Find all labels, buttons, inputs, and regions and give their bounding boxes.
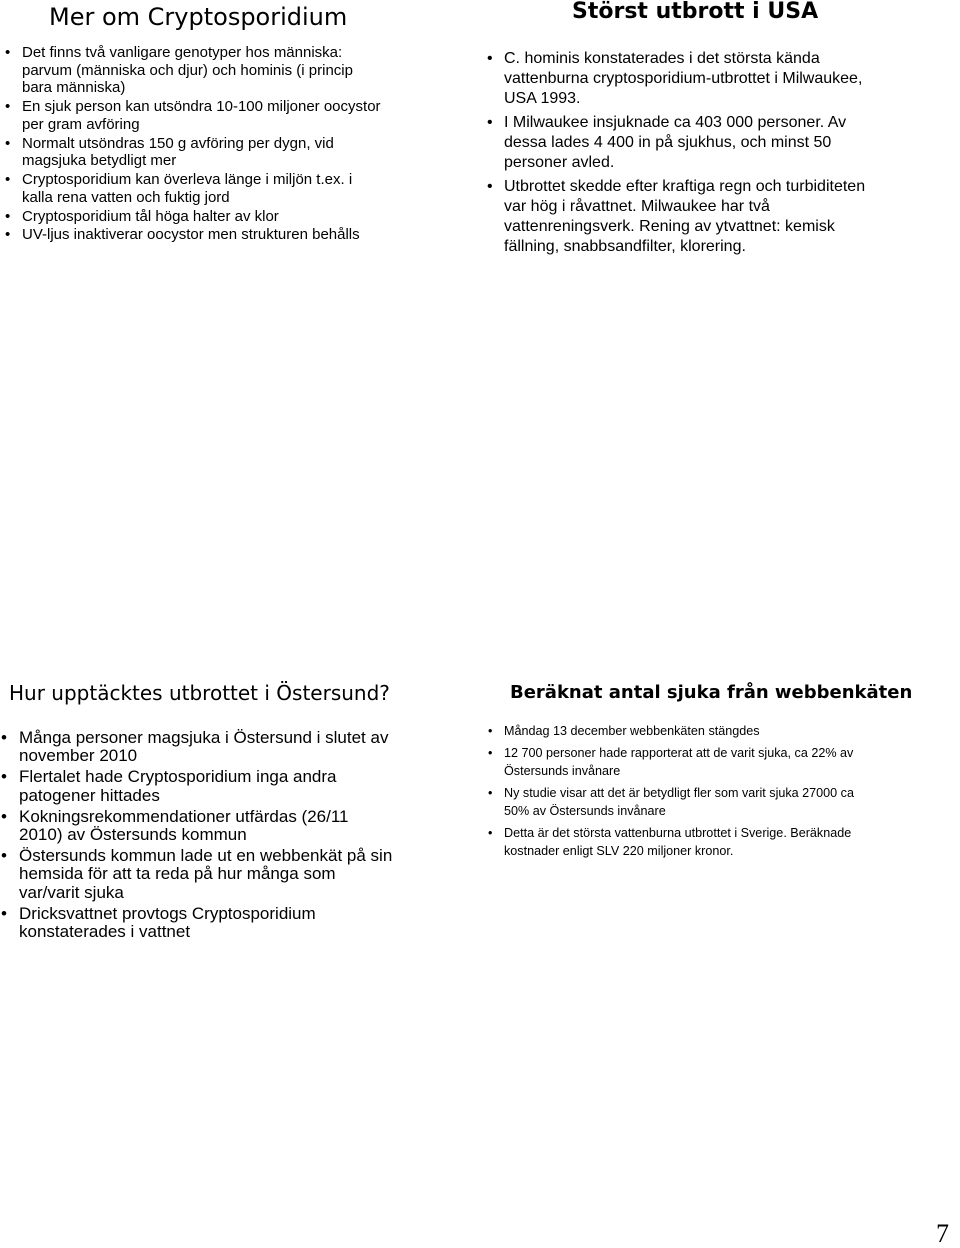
bullet-item: • Det finns två vanligare genotyper hos människa: parvum (människa och djur) och hominis (i princip bara människa) [22, 44, 382, 97]
bullet-item: • Utbrottet skedde efter kraftiga regn och turbiditeten var hög i råvattnet. Milwaukee har två vattenreningsverk. Rening av ytvattnet: kemisk fällning, snabbsandfilter, klorering. [504, 177, 879, 257]
bullet-item: • Normalt utsöndras 150 g avföring per dygn, vid magsjuka betydligt mer [22, 135, 382, 170]
slide-title: Störst utbrott i USA [572, 0, 819, 24]
bullet-item: • Östersunds kommun lade ut en webbenkät på sin hemsida för att ta reda på hur många som var/varit sjuka [19, 847, 394, 902]
bullet-list [504, 722, 869, 864]
bullet-list [19, 729, 394, 944]
bullet-item: • UV-ljus inaktiverar oocystor men strukturen behålls [22, 226, 382, 244]
slide-title: Hur upptäcktes utbrottet i Östersund? [9, 681, 390, 705]
bullet-item: • I Milwaukee insjuknade ca 403 000 personer. Av dessa lades 4 400 in på sjukhus, och minst 50 personer avled. [504, 113, 879, 173]
bullet-item: • En sjuk person kan utsöndra 10-100 miljoner oocystor per gram avföring [22, 98, 382, 133]
bullet-item: • Många personer magsjuka i Östersund i slutet av november 2010 [19, 729, 394, 766]
bullet-item: • Måndag 13 december webbenkäten stängdes [504, 722, 869, 741]
slide-title: Beräknat antal sjuka från webbenkäten [510, 682, 913, 703]
page-number: 7 [936, 1219, 949, 1248]
bullet-item: • Kokningsrekommendationer utfärdas (26/11 2010) av Östersunds kommun [19, 808, 394, 845]
slide-title: Mer om Cryptosporidium [49, 3, 348, 31]
bullet-list [504, 49, 879, 261]
bullet-item: • C. hominis konstaterades i det största kända vattenburna cryptosporidium-utbrottet i Milwaukee, USA 1993. [504, 49, 879, 109]
bullet-item: • Detta är det största vattenburna utbrottet i Sverige. Beräknade kostnader enligt SLV 220 miljoner kronor. [504, 824, 869, 861]
bullet-list [22, 44, 382, 245]
bullet-item: • Cryptosporidium tål höga halter av klor [22, 208, 382, 226]
bullet-item: • Flertalet hade Cryptosporidium inga andra patogener hittades [19, 768, 394, 805]
bullet-item: • Dricksvattnet provtogs Cryptosporidium konstaterades i vattnet [19, 905, 394, 942]
bullet-item: • 12 700 personer hade rapporterat att de varit sjuka, ca 22% av Östersunds invånare [504, 744, 869, 781]
bullet-item: • Cryptosporidium kan överleva länge i miljön t.ex. i kalla rena vatten och fuktig jord [22, 171, 382, 206]
bullet-item: • Ny studie visar att det är betydligt fler som varit sjuka 27000 ca 50% av Östersunds invånare [504, 784, 869, 821]
